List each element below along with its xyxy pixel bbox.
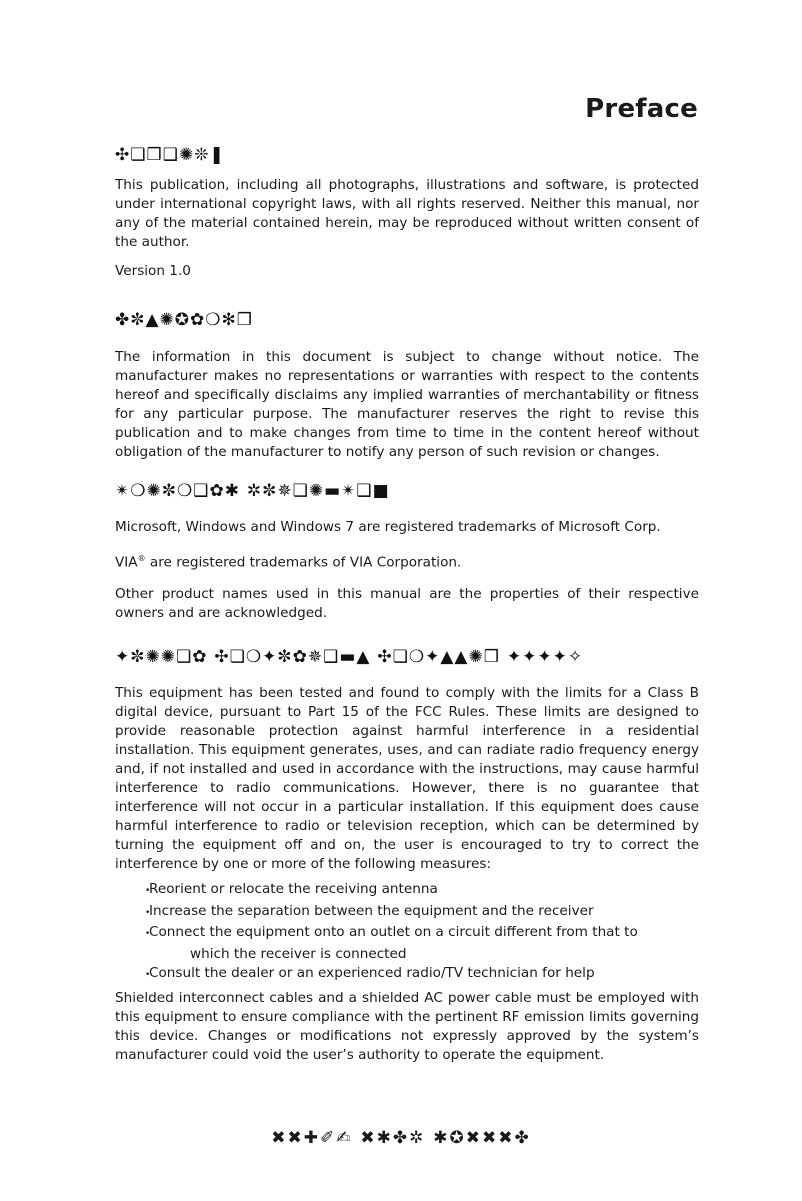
page-footer: ✖✖✚✐✍ ✖✱✤✲ ✱✪✖✖✖✤: [271, 1128, 531, 1148]
via-name: VIA: [115, 554, 138, 571]
bullet-icon: •: [145, 907, 151, 918]
trademark-microsoft: Microsoft, Windows and Windows 7 are registered trademarks of Microsoft Corp.: [115, 519, 661, 535]
bullet-icon: •: [145, 929, 151, 939]
copyright-body-block: [115, 176, 699, 281]
bullet-continuation: which the receiver is connected: [190, 945, 407, 962]
fcc-section: [115, 647, 699, 667]
copyright-body: This publication, including all photographs, illustrations and software, is protected under international copyright laws, with all rights reserved. Neither this manual, nor any of the material contained herein, may be reproduced without written consent of the author.: [115, 177, 699, 250]
list-item: [145, 964, 699, 986]
via-rest: are registered trademarks of VIA Corporation.: [145, 554, 462, 571]
copyright-section: [115, 145, 699, 165]
bullet-text: Reorient or relocate the receiving antenna: [149, 881, 438, 897]
disclaimer-heading: ✤✼▲✺✪✿❍✻❒: [115, 310, 254, 330]
fcc-closing: Shielded interconnect cables and a shielded AC power cable must be employed with this equipment to ensure compliance with the pertinent RF emission limits governing this device. Changes or modifications not expressly approved by the system’s manufacturer could void the user’s authority to operate the equipment.: [115, 989, 699, 1063]
bullet-icon: •: [145, 970, 151, 980]
disclaimer-body: The information in this document is subject to change without notice. The manufacturer makes no representations or warranties with respect to the contents hereof and specifically disclaims any implied warranties of merchantability or fitness for any particular purpose. The manufacturer reserves the right to revise this publication and to make changes from time to time in the content hereof without obligation of the manufacturer to notify any person of such revision or changes.: [115, 349, 699, 460]
fcc-measures-list: [115, 880, 699, 986]
page-title: Preface: [585, 94, 698, 124]
trademark-body-block: [115, 518, 699, 623]
version-text: Version 1.0: [115, 263, 191, 279]
fcc-body-block: [115, 684, 699, 1065]
disclaimer-body-block: [115, 348, 699, 462]
bullet-text: Increase the separation between the equipment and the receiver: [149, 902, 594, 919]
list-item: [145, 902, 699, 924]
trademark-via: [115, 549, 699, 573]
bullet-icon: •: [145, 886, 151, 896]
trademark-heading: ✴❍✺✼❍❑✿✱ ✲✼✵❏✺▬✴❑■: [115, 481, 390, 501]
bullet-text: Connect the equipment onto an outlet on a circuit different from that to: [149, 924, 638, 940]
list-item: [145, 923, 699, 964]
bullet-text: Consult the dealer or an experienced radio/TV technician for help: [149, 965, 595, 981]
trademark-other: Other product names used in this manual are the properties of their respective owners and are acknowledged.: [115, 585, 699, 621]
disclaimer-section: [115, 310, 699, 330]
fcc-body: This equipment has been tested and found to comply with the limits for a Class B digital device, pursuant to Part 15 of the FCC Rules. These limits are designed to provide reasonable protection against harmful interference in a residential installation. This equipment generates, uses, and can radiate radio frequency energy and, if not installed and used in accordance with the instructions, may cause harmful interference to radio communications. However, there is no guarantee that interference will not occur in a particular installation. If this equipment does cause harmful interference to radio or television reception, which can be determined by turning the equipment off and on, the user is encouraged to try to correct the interference by one or more of the following measures:: [115, 685, 699, 872]
list-item: [145, 880, 699, 902]
trademark-section: [115, 481, 699, 501]
registered-mark: ®: [137, 554, 146, 563]
copyright-heading: ✣❏❒❑✺❊❚: [115, 145, 225, 165]
fcc-heading: ✦✼✺✺❏✿ ✣❏❍✦✼✿✵❑▬▲ ✣❏❍✦▲▲✺❒ ✦✦✦✦✧: [115, 647, 584, 667]
